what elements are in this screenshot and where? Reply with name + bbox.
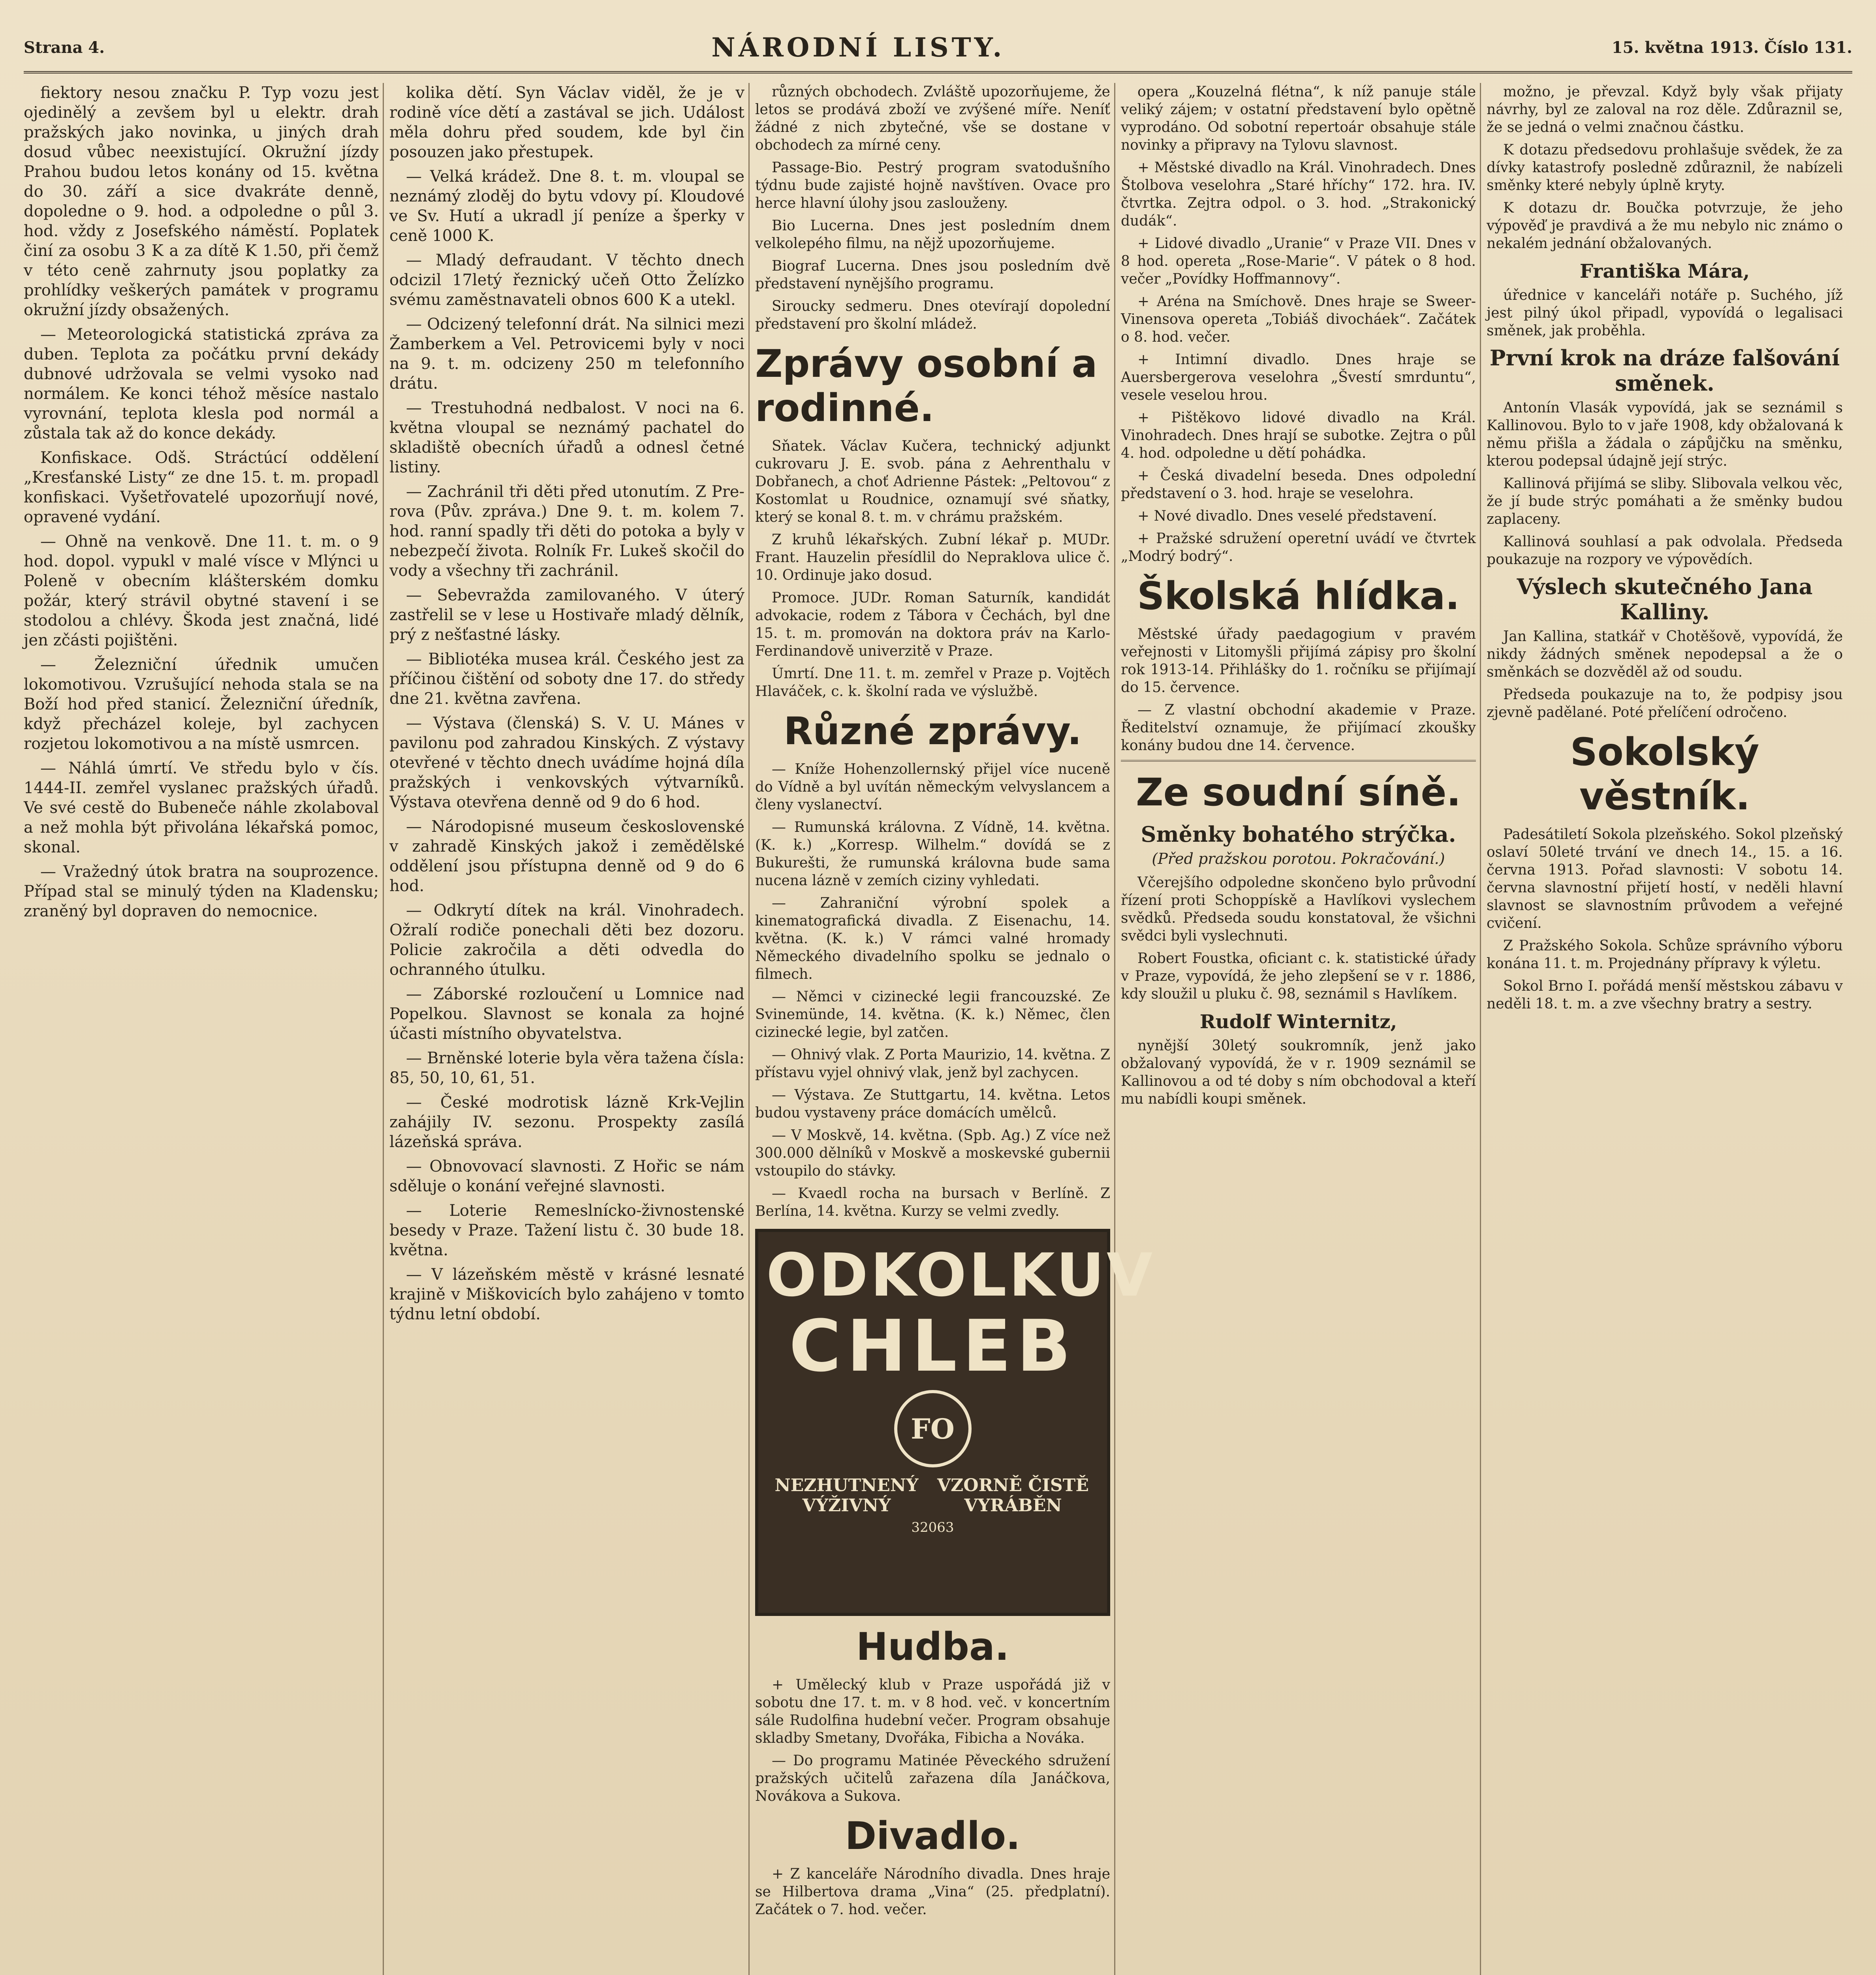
article: nynější 30letý soukromník, jenž jako obžalovaný vypovídá, že v r. 1909 seznámil se Kallinovou a od té doby s ním obchodoval a kteří mu nabídli koupi směnek. bbox=[1121, 1038, 1476, 1107]
section-heading: Ze soudní síně. bbox=[1136, 770, 1461, 814]
article: kolika dětí. Syn Václav viděl, že je v rodině více dětí a zastával se jich. Událost měla dohru před soudem, kde byl čin posouzen jako přestupek. bbox=[389, 84, 744, 161]
article-heading: Výslech skutečného Jana Kalliny. bbox=[1517, 574, 1813, 624]
article: — Vražedný útok bratra na souprozence. Případ stal se minulý týden na Kladensku; zraněný byl dopraven do nemocnice. bbox=[24, 863, 379, 920]
article: opera „Kouzelná flétna“, k níž panuje stále veliký zájem; v ostatní představení bylo opětně vyprodáno. Od sobotní repertoár obsahuje stále novinky a připravy na Tylovu slavnost. bbox=[1121, 84, 1476, 153]
article: — Sebevražda zamilovaného. V úterý zastřelil se v lese u Hostivaře mladý dělník, prý z nešťastné lásky. bbox=[389, 586, 744, 644]
column-3 bbox=[755, 83, 1155, 1975]
column-4 bbox=[1121, 83, 1481, 1975]
article: Sokol Brno I. pořádá menší městskou zábavu v neděli 18. t. m. a zve všechny bratry a sestry. bbox=[1487, 978, 1843, 1012]
article: + Pištěkovo lidové divadlo na Král. Vinohradech. Dnes hrají se subotke. Zejtra o půl 4. hod. odpoledne u dětí pohádka. bbox=[1121, 410, 1476, 461]
column-2 bbox=[389, 83, 750, 1975]
article: + Pražské sdružení operetní uvádí ve čtvrtek „Modrý bodrý“. bbox=[1121, 530, 1476, 564]
article: Úmrtí. Dne 11. t. m. zemřel v Praze p. Vojtěch Hlaváček, c. k. školní rada ve výslužbě. bbox=[755, 666, 1110, 700]
article: — Výstava. Ze Stuttgartu, 14. května. Letos budou vystaveny práce domácích umělců. bbox=[755, 1087, 1110, 1121]
article: — V Moskvě, 14. května. (Spb. Ag.) Z více než 300.000 dělníků v Moskvě a moskevské gubernii vstoupilo do stávky. bbox=[755, 1127, 1110, 1179]
article: — Ohnivý vlak. Z Porta Maurizio, 14. května. Z přístavu vyjel ohnivý vlak, jenž byl zachycen. bbox=[755, 1047, 1110, 1081]
article: + Umělecký klub v Praze uspořádá již v sobotu dne 17. t. m. v 8 hod. več. v koncertním sále Rudolfina hudební večer. Program obsahuje skladby Smetany, Dvořáka, Fibicha a Nováka. bbox=[755, 1677, 1110, 1746]
ad-subtitle: CHLEB bbox=[789, 1305, 1077, 1388]
article: Kallinová přijímá se sliby. Slibovala velkou věc, že jí bude strýc pomáhati a že směnky budou zaplaceny. bbox=[1487, 476, 1843, 527]
article-byline: (Před pražskou porotou. Pokračování.) bbox=[1152, 850, 1445, 867]
article: Padesátiletí Sokola plzeňského. Sokol plzeňský oslaví 50leté trvání ve dnech 14., 15. a 16. června 1913. Pořad slavnosti: V sobotu 14. června slavnostní přijetí hostí, v neděli hlavní slavnost se slavnostním průvodem a veřejné cvičení. bbox=[1487, 826, 1843, 931]
article: — Loterie Remeslnícko-živnostenské besedy v Praze. Tažení listu č. 30 bude 18. května. bbox=[389, 1202, 744, 1259]
article: + Nové divadlo. Dnes veselé představení. bbox=[1137, 508, 1437, 524]
article: Konfiskace. Odš. Stráctúcí oddělení „Kresťanské Listy“ ze dne 15. t. m. propadl konfiskaci. Vyšetřovatelé upozorňují nové, opravené vydání. bbox=[24, 449, 379, 526]
article: Promoce. JUDr. Roman Saturník, kandidát advokacie, rodem z Tábora v Čechách, byl dne 15. t. m. promován na doktora práv na Karlo-Ferdinandově univerzitě v Praze. bbox=[755, 590, 1110, 659]
page-number: Strana 4. bbox=[24, 38, 105, 57]
article: Robert Foustka, oficiant c. k. statistické úřady v Praze, vypovídá, že jeho zlepšení se v r. 1886, kdy sloužil u pluku č. 98, seznámil s Havlíkem. bbox=[1121, 950, 1476, 1002]
article: Z kruhů lékařských. Zubní lékař p. MUDr. Frant. Hauzelin přesídlil do Nepraklova ulice č. 10. Ordinuje jako dosud. bbox=[755, 532, 1110, 583]
article: Passage-Bio. Pestrý program svatodušního týdnu bude zajisté hojně navštíven. Ovace pro herce hlavní úlohy jsou zaslouženy. bbox=[755, 160, 1110, 211]
article: + Lidové divadlo „Uranie“ v Praze VII. Dnes v 8 hod. opereta „Rose-Marie“. V pátek o 8 hod. večer „Povídky Hoffmannovy“. bbox=[1121, 235, 1476, 287]
article: K dotazu dr. Boučka potvrzuje, že jeho výpověď je pravdivá a že mu nebylo nic známo o nekalém jednání obžalovaných. bbox=[1487, 200, 1843, 252]
ad-tags bbox=[766, 1475, 1099, 1516]
masthead bbox=[24, 24, 1852, 73]
article: Sňatek. Václav Kučera, technický adjunkt cukrovaru J. E. svob. pána z Aehrenthalu v Dobřanech, a choť Adrienne Pástek: „Peltovou“ z Kostomlat u Roudnice, oznamují své sňatky, který se konal 8. t. m. v chrámu pražském. bbox=[755, 438, 1110, 525]
article: — Brněnské loterie byla věra tažena čísla: 85, 50, 10, 61, 51. bbox=[389, 1049, 744, 1087]
article: — Odkrytí dítek na král. Vinohradech. Ožralí rodiče ponechali děti bez dozoru. Policie zakročila a děti odvedla do ochranného útulku. bbox=[389, 901, 744, 979]
article: — Rumunská královna. Z Vídně, 14. května. (K. k.) „Korresp. Wilhelm.“ dovídá se z Bukurešti, že rumunská královna bude sama nucena lázně v zemích ciziny vyhledati. bbox=[755, 819, 1110, 889]
article: — Mladý defraudant. V těchto dnech odcizil 17letý řeznický učeň Otto Želízko svému zaměstnavateli obnos 600 K a utekl. bbox=[389, 251, 744, 309]
article: Včerejšího odpoledne skončeno bylo průvodní řízení proti Schoppískě a Havlíkovi vyslechem svědků. Předseda soudu konstatoval, že všichni svědci byli vyslechnuti. bbox=[1121, 875, 1476, 944]
article: — Náhlá úmrtí. Ve středu bylo v čís. 1444-II. zemřel vyslanec pražských úřadů. Ve své cestě do Bubeneče náhle zkolaboval a než mohla být přivolána lékařská pomoc, skonal. bbox=[24, 759, 379, 856]
article: — Velká krádež. Dne 8. t. m. vloupal se neznámý zloděj do bytu vdovy pí. Kloudové ve Sv. Hutí a ukradl jí peníze a šperky v ceně 1000 K. bbox=[389, 167, 744, 245]
article: — Do programu Matinée Pěveckého sdružení pražských učitelů zařazena díla Janáčkova, Novákova a Sukova. bbox=[755, 1753, 1110, 1804]
article-heading: První krok na dráze falšování směnek. bbox=[1489, 345, 1840, 396]
article: Jan Kallina, statkář v Chotěšově, vypovídá, že nikdy žádných směnek nepodepsal a že o směnkách se dozvěděl až od soudu. bbox=[1487, 628, 1843, 680]
article: — Bibliotéka musea král. Českého jest za příčinou čištění od soboty dne 17. do středy dne 21. května zavřena. bbox=[389, 650, 744, 708]
article: fiektory nesou značku P. Typ vozu jest ojedinělý a zevšem byl u elektr. drah pražských jako novinka, u jiných drah dosud vůbec neexistující. Okružní jízdy Prahou budou letos konány od 15. května do 30. září a sice dvakráte denně, dopoledne o 9. hod. a odpoledne o půl 3. hod. vždy z Josefského náměstí. Poplatek činí za osobu 3 K a za dítě K 1.50, při čemž v této ceně zahrnuty jsou poplatky za prohlídky veškerých památek v programu okružní jízdy obsažených. bbox=[24, 84, 379, 319]
article: — Němci v cizinecké legii francouzské. Ze Svinemünde, 14. května. (K. k.) Němec, člen cizinecké legie, byl zatčen. bbox=[755, 989, 1110, 1040]
article: — Z vlastní obchodní akademie v Praze. Ředitelství oznamuje, že přijímací zkoušky konány budou dne 14. července. bbox=[1121, 702, 1476, 754]
article: Předseda poukazuje na to, že podpisy jsou zjevně padělané. Poté přelíčení odročeno. bbox=[1487, 687, 1843, 720]
ad-tag-left: NEZHUTNENÝ VÝŽIVNÝ bbox=[774, 1475, 919, 1516]
section-heading: Školská hlídka. bbox=[1137, 574, 1460, 618]
article: Z Pražského Sokola. Schůze správního výboru konána 11. t. m. Projednány přípravy k výletu. bbox=[1487, 938, 1843, 972]
article: + Z kanceláře Národního divadla. Dnes hraje se Hilbertova drama „Vina“ (25. předplatní). Začátek o 7. hod. večer. bbox=[755, 1866, 1110, 1918]
article: Bio Lucerna. Dnes jest posledním dnem velkolepého filmu, na nějž upozorňujeme. bbox=[755, 218, 1110, 252]
issue-date: 15. května 1913. Číslo 131. bbox=[1611, 38, 1852, 57]
article: Siroucky sedmeru. Dnes otevírají dopolední představení pro školní mládež. bbox=[755, 298, 1110, 332]
bread-advertisement bbox=[755, 1229, 1155, 1616]
witness-name: Rudolf Winternitz, bbox=[1199, 1011, 1397, 1033]
article: + Aréna na Smíchově. Dnes hraje se Sweer-Vinensova opereta „Tobiáš divocháek“. Začátek o 8. hod. večer. bbox=[1121, 293, 1476, 345]
section-heading: Divadlo. bbox=[845, 1814, 1021, 1858]
article: — Výstava (členská) S. V. U. Mánes v pavilonu pod zahradou Kinských. Z výstavy otevřené v těchto dnech uvádíme hojná díla pražských i venkovských výtvarníků. Výstava otevřena denně od 9 do 6 hod. bbox=[389, 714, 744, 811]
article: — Trestuhodná nedbalost. V noci na 6. května vloupal se neznámý pachatel do skladiště obecních úřadů a odnesl četné listiny. bbox=[389, 399, 744, 476]
article: — Zahraniční výrobní spolek a kinematografická divadla. Z Eisenachu, 14. května. (K. k.) V rámci valné hromady Německého divadelního spolku se jednalo o filmech. bbox=[755, 895, 1110, 982]
column-5 bbox=[1487, 83, 1847, 1975]
article: + Městské divadlo na Král. Vinohradech. Dnes Štolbova veselohra „Staré hříchy“ 172. hra. IV. čtvrtka. Zejtra odpol. o 3. hod. „Strakonický dudák“. bbox=[1121, 160, 1476, 229]
article: — Kníže Hohenzollernský přijel více nuceně do Vídně a byl uvítán německým velvyslancem a členy vyslanectví. bbox=[755, 761, 1110, 813]
article: K dotazu předsedovu prohlašuje svědek, že za dívky katastrofy posledně zdůraznil, že nabízeli směnky které nebyly úplně kryty. bbox=[1487, 142, 1843, 194]
divider bbox=[1121, 760, 1476, 762]
article: — Odcizený telefonní drát. Na silnici mezi Žamberkem a Vel. Petrovicemi byly v noci na 9. t. m. odcizeny 250 m telefonního drátu. bbox=[389, 315, 744, 393]
column-1 bbox=[24, 83, 384, 1975]
article: Kallinová souhlasí a pak odvolala. Předseda poukazuje na rozpory ve výpovědích. bbox=[1487, 534, 1843, 568]
section-heading: Hudba. bbox=[856, 1625, 1009, 1669]
ad-tag-right: VZORNĚ ČISTĚ VYRÁBĚN bbox=[937, 1475, 1089, 1516]
article: — České modrotisk lázně Krk-Vejlin zahájily IV. sezonu. Prospekty zasílá lázeňská správa. bbox=[389, 1093, 744, 1151]
article: + Intimní divadlo. Dnes hraje se Auersbergerova veselohra „Švestí smrduntu“, vesele veselou hrou. bbox=[1121, 352, 1476, 403]
article: — Záborské rozloučení u Lomnice nad Popelkou. Slavnost se konala za hojné účasti místního obyvatelstva. bbox=[389, 985, 744, 1043]
section-heading: Sokolský věstník. bbox=[1570, 730, 1759, 818]
article: + Česká divadelní beseda. Dnes odpolední představení o 3. hod. hraje se veselohra. bbox=[1121, 468, 1476, 502]
ad-title: ODKOLKUV bbox=[766, 1241, 1155, 1310]
article: — Železniční úřednik umučen lokomotivou. Vzrušující nehoda stala se na Boží hod před stanicí. Železniční úředník, když přecházel koleje, byl zachycen rozjetou lokomotivou a na místě usmrcen. bbox=[24, 656, 379, 753]
ad-emblem-icon: FO bbox=[894, 1390, 972, 1467]
article: — Národopisné museum československé v zahradě Kinských jakož i zemědělské oddělení jsou přístupna denně od 9 do 6 hod. bbox=[389, 818, 744, 895]
article: — V lázeňském městě v krásné lesnaté krajině v Miškovicích bylo zahájeno v tomto týdnu letní období. bbox=[389, 1266, 744, 1323]
section-heading: Zprávy osobní a rodinné. bbox=[755, 342, 1098, 430]
article-heading: Směnky bohatého strýčka. bbox=[1141, 822, 1456, 847]
article: Biograf Lucerna. Dnes jsou posledním dvě představení nynějšího programu. bbox=[755, 258, 1110, 292]
article: Městské úřady paedagogium v pravém veřejnosti v Litomyšli přijímá zápisy pro školní rok 1913-14. Přihlášky do 1. ročníku se přijímají do 15. července. bbox=[1121, 626, 1476, 696]
article: úřednice v kanceláři notáře p. Suchého, jíž jest pilný úkol připadl, vypovídá o legalisaci směnek, jak proběhla. bbox=[1487, 287, 1843, 339]
columns bbox=[24, 83, 1852, 1975]
article: — Obnovovací slavnosti. Z Hořic se nám sděluje o konání veřejné slavnosti. bbox=[389, 1157, 744, 1195]
article: — Ohně na venkově. Dne 11. t. m. o 9 hod. dopol. vypukl v malé vísce v Mlýnci u Poleně v obecním klášterském domku požár, který strávil obytné stavení i se stodolou a chlévy. Škoda jest značná, lidé jen zčásti pojištěni. bbox=[24, 532, 379, 649]
section-heading: Různé zprávy. bbox=[784, 709, 1082, 753]
witness-name: Františka Mára, bbox=[1579, 260, 1750, 282]
article: — Kvaedl rocha na bursach v Berlíně. Z Berlína, 14. května. Kurzy se velmi zvedly. bbox=[755, 1185, 1110, 1219]
article: — Meteorologická statistická zpráva za duben. Teplota za počátku první dekády dubnové udržovala se velmi vysoko nad normálem. Ke konci téhož měsíce nastalo vyrovnání, teplota klesla pod normál a zůstala tak až do konce dekády. bbox=[24, 325, 379, 442]
article: různých obchodech. Zvláště upozorňujeme, že letos se prodává zboží ve zvýšené míře. Neníť žádné z nich zbytečné, vše se dostane v obchodech za mírné ceny. bbox=[755, 84, 1110, 153]
ad-code: 32063 bbox=[911, 1520, 954, 1535]
article: — Zachránil tři děti před utonutím. Z Pre-rova (Pův. zpráva.) Dne 9. t. m. kolem 7. hod. ranní spadly tři děti do potoka a byly v nebezpečí života. Rolník Fr. Lukeš skočil do vody a všechny tři zachránil. bbox=[389, 483, 744, 580]
newspaper-title: NÁRODNÍ LISTY. bbox=[711, 32, 1005, 63]
article: Antonín Vlasák vypovídá, jak se seznámil s Kallinovou. Bylo to v jaře 1908, kdy obžalovaná k němu přišla a žádala o zápůjčku na směnku, kterou podepsal údajně její strýc. bbox=[1487, 400, 1843, 469]
article: možno, je převzal. Když byly však přijaty návrhy, byl ze zaloval na roz děle. Zdůraznil se, že se jedná o velmi značnou částku. bbox=[1487, 84, 1843, 135]
